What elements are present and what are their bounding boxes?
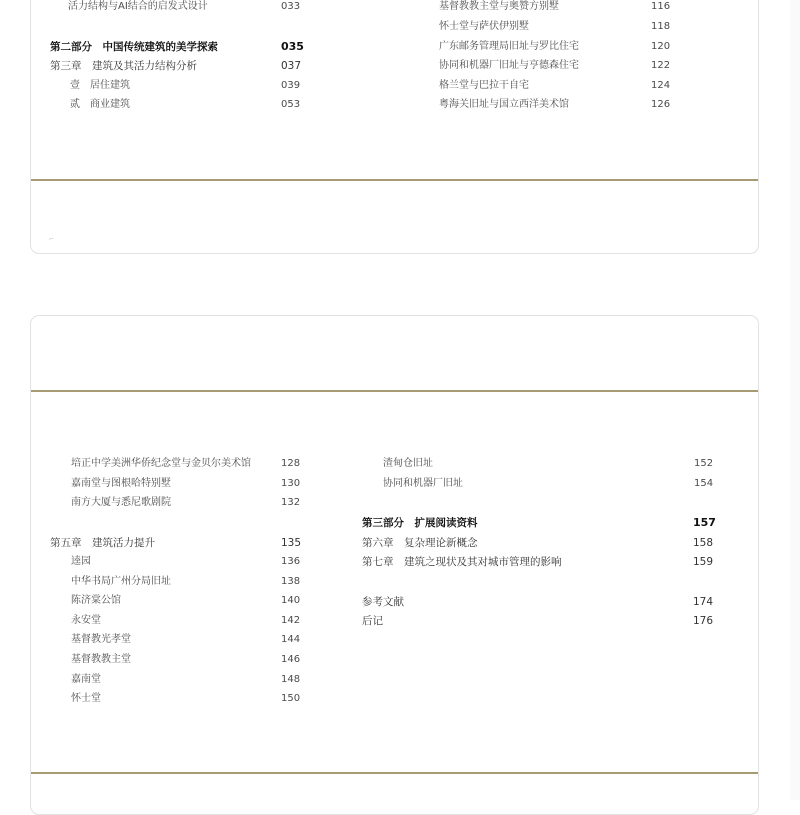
toc-entry-page: 159 bbox=[693, 556, 714, 568]
toc-entry-title: 协同和机器厂旧址与亨德森住宅 bbox=[439, 60, 579, 71]
toc-entry-title: 怀士堂与萨伏伊别墅 bbox=[439, 21, 529, 32]
toc-entry-title: 嘉南堂 bbox=[71, 674, 101, 685]
toc-entry-page: 176 bbox=[693, 615, 714, 627]
toc-entry-title: 活力结构与AI结合的启发式设计 bbox=[68, 1, 208, 12]
toc-entry-title: 第七章 建筑之现状及其对城市管理的影响 bbox=[362, 556, 562, 568]
toc-entry-title: 广东邮务管理局旧址与罗比住宅 bbox=[439, 41, 579, 52]
toc-entry-page: 152 bbox=[694, 458, 714, 469]
toc-entry-page: 033 bbox=[281, 1, 301, 12]
toc-entry-page: 154 bbox=[694, 478, 714, 489]
toc-entry-page: 136 bbox=[281, 556, 301, 567]
toc-entry-title: 南方大厦与悉尼歌剧院 bbox=[71, 497, 171, 508]
toc-entry-title: 嘉南堂与图根哈特别墅 bbox=[71, 478, 171, 489]
toc-entry-page: 128 bbox=[281, 458, 301, 469]
toc-entry-page: 124 bbox=[651, 80, 671, 91]
toc-entry-title: 陈济棠公馆 bbox=[71, 595, 121, 606]
toc-entry-title: 永安堂 bbox=[71, 615, 101, 626]
toc-entry-title: 后记 bbox=[362, 615, 383, 627]
toc-entry-title: 基督教光孝堂 bbox=[71, 634, 131, 645]
toc-entry-page: 174 bbox=[693, 596, 714, 608]
toc-entry-title: 培正中学美洲华侨纪念堂与金贝尔美术馆 bbox=[71, 458, 251, 469]
toc-entry-title: 第六章 复杂理论新概念 bbox=[362, 537, 478, 549]
toc-entry-title: 第五章 建筑活力提升 bbox=[50, 537, 155, 549]
toc-entry-page: 132 bbox=[281, 497, 301, 508]
toc-entry-page: 157 bbox=[693, 516, 716, 529]
toc-entry-page: 138 bbox=[281, 576, 301, 587]
toc-entry-title: 中华书局广州分局旧址 bbox=[71, 576, 171, 587]
toc-entry-page: 035 bbox=[281, 40, 304, 53]
toc-entry-page: 142 bbox=[281, 615, 301, 626]
toc-entry-title: 贰 商业建筑 bbox=[70, 99, 130, 110]
toc-entry-title: 参考文献 bbox=[362, 596, 404, 608]
toc-entry-title: 逵园 bbox=[71, 556, 91, 567]
toc-entry-page: 144 bbox=[281, 634, 301, 645]
toc-entry-title: 基督教教主堂与奥赞方别墅 bbox=[439, 1, 559, 12]
toc-entry-page: 039 bbox=[281, 80, 301, 91]
toc-entry-title: 第二部分 中国传统建筑的美学探索 bbox=[50, 41, 218, 53]
gold-divider bbox=[31, 390, 758, 392]
toc-entry-page: 053 bbox=[281, 99, 301, 110]
toc-entry-title: 怀士堂 bbox=[71, 693, 101, 704]
gold-divider bbox=[31, 772, 758, 774]
toc-entry-page: 135 bbox=[281, 537, 302, 549]
toc-entry-page: 158 bbox=[693, 537, 714, 549]
toc-entry-page: 126 bbox=[651, 99, 671, 110]
toc-entry-title: 格兰堂与巴拉干自宅 bbox=[439, 80, 529, 91]
toc-entry-page: 130 bbox=[281, 478, 301, 489]
toc-entry-page: 122 bbox=[651, 60, 671, 71]
toc-entry-page: 148 bbox=[281, 674, 301, 685]
page-mark: ⌐ bbox=[49, 236, 55, 243]
toc-entry-title: 第三部分 扩展阅读资料 bbox=[362, 517, 478, 529]
toc-entry-page: 150 bbox=[281, 693, 301, 704]
toc-entry-title: 第三章 建筑及其活力结构分析 bbox=[50, 60, 197, 72]
toc-page-top bbox=[30, 0, 759, 254]
toc-entry-page: 140 bbox=[281, 595, 301, 606]
scrollbar-track[interactable] bbox=[790, 0, 800, 800]
toc-entry-title: 协同和机器厂旧址 bbox=[383, 478, 463, 489]
toc-entry-title: 壹 居住建筑 bbox=[70, 80, 130, 91]
toc-entry-title: 粤海关旧址与国立西洋美术馆 bbox=[439, 99, 569, 110]
toc-entry-title: 渣甸仓旧址 bbox=[383, 458, 433, 469]
toc-entry-page: 146 bbox=[281, 654, 301, 665]
toc-entry-page: 118 bbox=[651, 21, 671, 32]
gold-divider bbox=[31, 179, 758, 181]
toc-entry-page: 116 bbox=[651, 1, 671, 12]
toc-entry-title: 基督教教主堂 bbox=[71, 654, 131, 665]
toc-entry-page: 120 bbox=[651, 41, 671, 52]
toc-entry-page: 037 bbox=[281, 60, 302, 72]
